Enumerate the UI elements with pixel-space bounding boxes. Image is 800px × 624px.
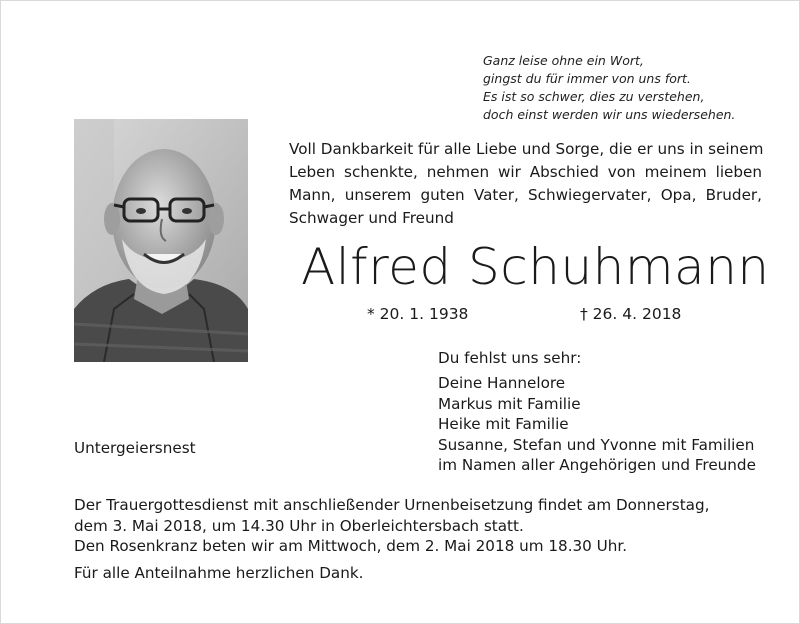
mourners-list — [438, 373, 756, 476]
death-date: † 26. 4. 2018 — [580, 305, 682, 323]
poem-line: Ganz leise ohne ein Wort, — [483, 53, 644, 68]
service-line: dem 3. Mai 2018, um 14.30 Uhr in Oberleichtersbach statt. — [74, 516, 524, 535]
poem-line: gingst du für immer von uns fort. — [483, 71, 691, 86]
deceased-name: Alfred Schuhmann — [301, 238, 770, 296]
mourner-name: im Namen aller Angehörigen und Freunde — [438, 456, 756, 474]
intro-line: Schwager und Freund — [289, 209, 454, 227]
poem-line: doch einst werden wir uns wiedersehen. — [483, 107, 736, 122]
intro-text — [289, 138, 762, 230]
mourners-heading: Du fehlst uns sehr: — [438, 349, 582, 367]
mourner-name: Susanne, Stefan und Yvonne mit Familien — [438, 435, 755, 454]
service-line: Der Trauergottesdienst mit anschließender Urnenbeisetzung findet am Donnerstag, — [74, 496, 710, 514]
portrait-photo — [74, 119, 248, 362]
memorial-poem — [483, 52, 783, 124]
thanks-line: Für alle Anteilnahme herzlichen Dank. — [74, 564, 364, 582]
intro-line: Mann, unserem guten Vater, Schwiegervater, Opa, Bruder, — [289, 186, 762, 204]
intro-line: Leben schenkte, nehmen wir Abschied von meinem lieben — [289, 163, 762, 181]
mourner-name: Heike mit Familie — [438, 415, 569, 433]
intro-line: Voll Dankbarkeit für alle Liebe und Sorge, die er uns in seinem — [289, 140, 764, 158]
service-line: Den Rosenkranz beten wir am Mittwoch, dem 2. Mai 2018 um 18.30 Uhr. — [74, 537, 628, 555]
mourner-name: Deine Hannelore — [438, 374, 566, 392]
birth-date: * 20. 1. 1938 — [367, 305, 469, 323]
poem-line: Es ist so schwer, dies zu verstehen, — [483, 89, 705, 104]
place-name: Untergeiersnest — [74, 439, 196, 457]
mourner-name: Markus mit Familie — [438, 394, 581, 413]
service-info — [74, 495, 774, 557]
